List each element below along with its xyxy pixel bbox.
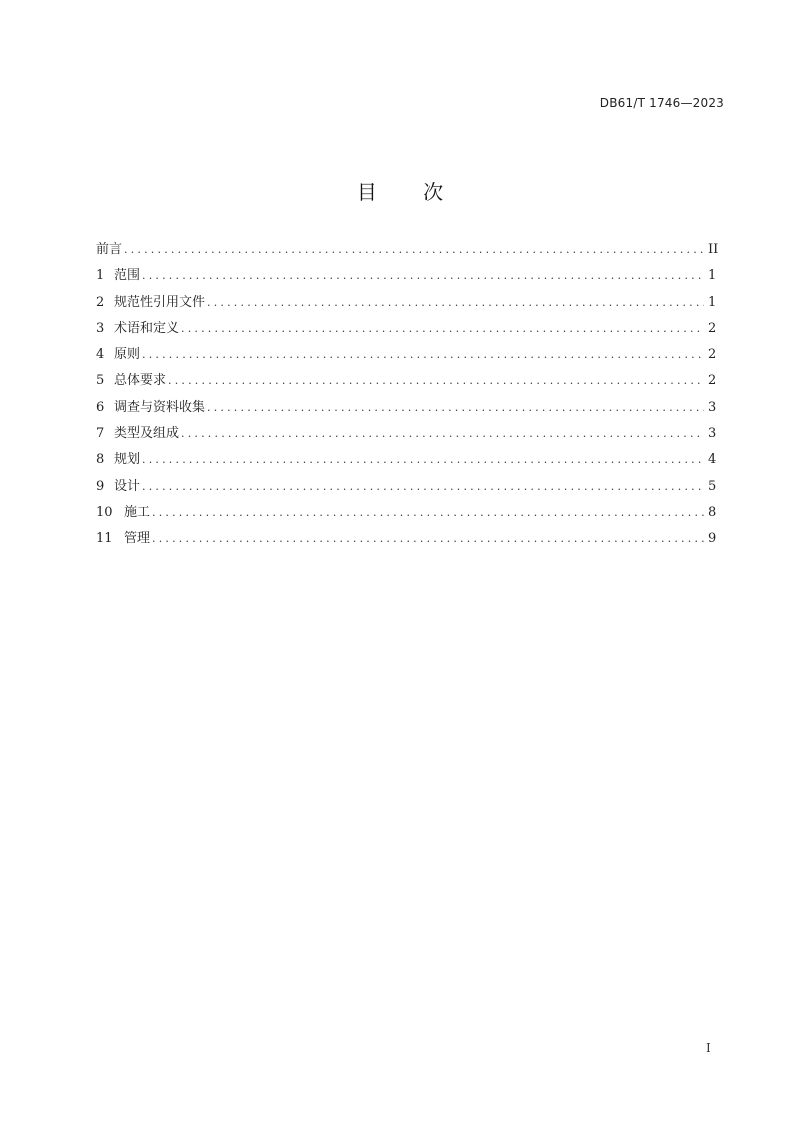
toc-entry-principles[interactable]: [96, 345, 716, 371]
toc-entry-label: 施工: [124, 504, 151, 520]
toc-entry-label: 规划: [114, 452, 141, 468]
toc-entry-page: 8: [708, 504, 717, 520]
toc-dot-leader: [142, 266, 704, 286]
toc-entry-terms-definitions[interactable]: [96, 319, 716, 345]
toc-entry-page: 2: [708, 320, 717, 336]
toc-entry-page: 5: [708, 478, 717, 494]
toc-entry-number: 3: [96, 320, 105, 336]
toc-entry-page: 4: [708, 452, 717, 468]
toc-title: 目 次: [356, 180, 464, 204]
toc-dot-leader: [124, 240, 704, 260]
toc-entry-page: 1: [708, 294, 717, 310]
toc-entry-label: 管理: [124, 531, 151, 547]
toc-entry-page: 2: [708, 347, 717, 363]
toc-dot-leader: [142, 345, 704, 365]
toc-entry-number: 9: [96, 478, 105, 494]
toc-entry-page: 3: [708, 426, 717, 442]
toc-entry-number: 4: [96, 347, 105, 363]
toc-entry-normative-references[interactable]: [96, 293, 716, 319]
toc-entry-label: 前言: [96, 242, 123, 257]
toc-entry-page: 9: [708, 531, 717, 547]
toc-entry-label: 术语和定义: [114, 320, 180, 336]
toc-entry-design[interactable]: [96, 477, 716, 503]
toc-dot-leader: [207, 293, 704, 313]
standard-code: DB61/T 1746—2023: [599, 96, 724, 110]
toc-entry-label: 总体要求: [114, 373, 167, 389]
toc-entry-general-requirements[interactable]: [96, 371, 716, 397]
toc-entry-label: 设计: [114, 478, 141, 494]
toc-dot-leader: [181, 424, 704, 444]
toc-entry-scope[interactable]: [96, 266, 716, 292]
toc-dot-leader: [152, 529, 704, 549]
toc-entry-label: 规范性引用文件: [114, 294, 206, 310]
toc-entry-number: 2: [96, 294, 105, 310]
toc-entry-types-composition[interactable]: [96, 424, 716, 450]
toc-entry-page: 3: [708, 399, 717, 415]
toc-entry-label: 类型及组成: [114, 426, 180, 442]
toc-dot-leader: [207, 398, 704, 418]
toc-entry-number: 10: [96, 504, 113, 520]
toc-entry-number: 8: [96, 452, 105, 468]
toc-dot-leader: [181, 319, 704, 339]
toc-dot-leader: [142, 477, 704, 497]
toc-entry-construction[interactable]: [96, 503, 716, 529]
page-number: I: [706, 1041, 711, 1055]
toc-entry-label: 原则: [114, 347, 141, 363]
toc-entry-page: II: [708, 242, 719, 257]
toc-entry-label: 范围: [114, 268, 141, 284]
toc-entry-number: 5: [96, 373, 105, 389]
toc-list: [96, 240, 719, 556]
toc-entry-number: 11: [96, 531, 113, 547]
toc-entry-number: 7: [96, 426, 105, 442]
toc-dot-leader: [142, 450, 704, 470]
toc-dot-leader: [152, 503, 704, 523]
toc-entry-planning[interactable]: [96, 450, 716, 476]
toc-entry-number: 6: [96, 399, 105, 415]
toc-entry-number: 1: [96, 268, 105, 284]
toc-entry-page: 2: [708, 373, 717, 389]
toc-entry-survey-data-collection[interactable]: [96, 398, 716, 424]
toc-entry-label: 调查与资料收集: [114, 399, 206, 415]
toc-entry-foreword[interactable]: [96, 240, 719, 266]
toc-entry-management[interactable]: [96, 529, 716, 555]
toc-dot-leader: [168, 371, 704, 391]
toc-entry-page: 1: [708, 268, 717, 284]
